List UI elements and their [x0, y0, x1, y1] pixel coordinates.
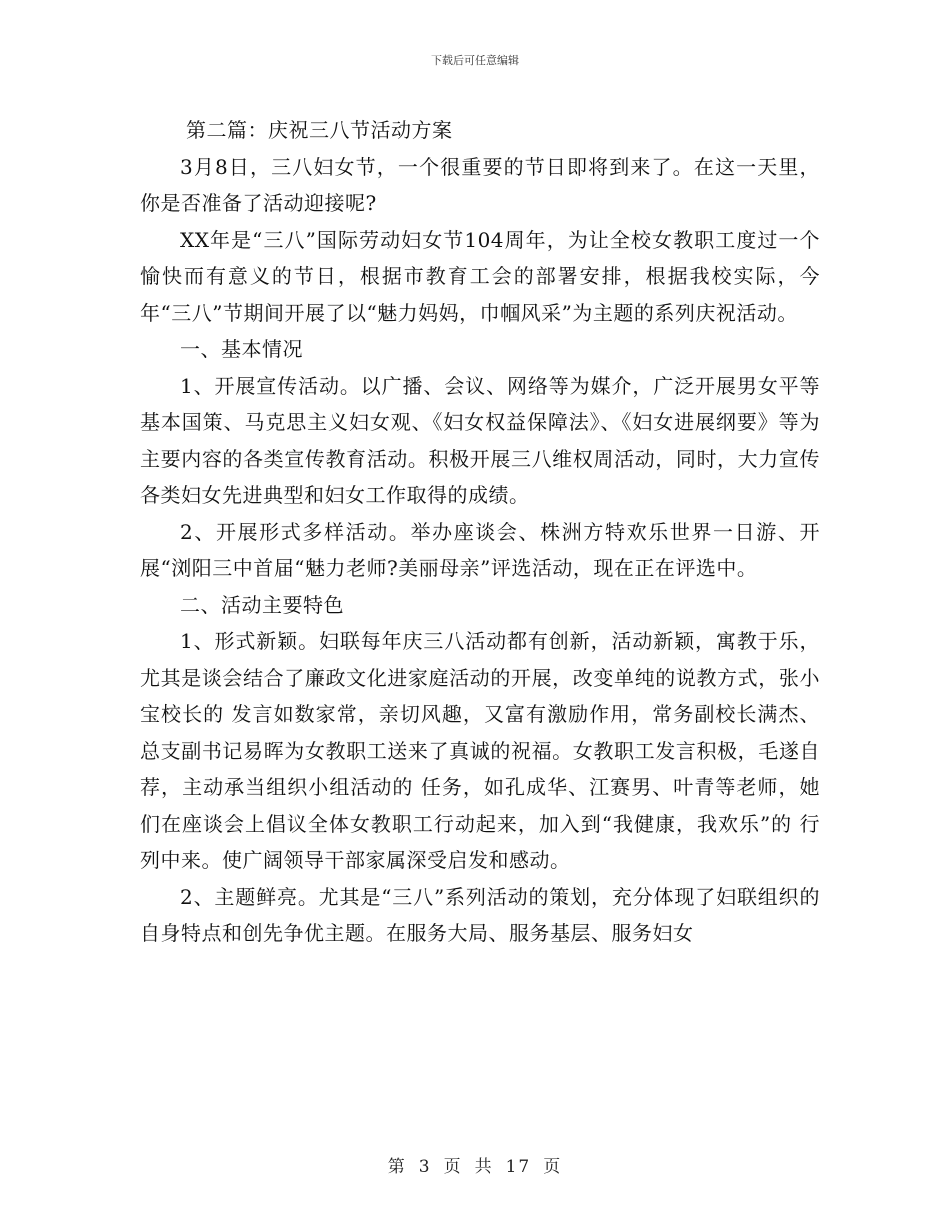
paragraph-novel-form: 1、形式新颖。妇联每年庆三八活动都有创新，活动新颖，寓教于乐，尤其是谈会结合了廉政文化进家庭活动的开展，改变单纯的说教方式，张小宝校长的 发言如数家常，亲切风趣，又富有激励作用，常务副校长满杰、总支副书记易晖为女教职工送来了真诚的祝福。女教职工发言积极，毛遂自荐，主动承当组织小组活动的 任务，如孔成华、江赛男、叶青等老师，她们在座谈会上倡议全体女教职工行动起来，加入到“我健康，我欢乐”的 行列中来。使广阔领导干部家属深受启发和感动。	[140, 629, 820, 872]
footer-label-page: 第	[387, 1157, 407, 1177]
paragraph-activities: 2、开展形式多样活动。举办座谈会、株洲方特欢乐世界一日游、开展“浏阳三中首届“魅力老师?美丽母亲”评选活动，现在正在评选中。	[140, 519, 820, 580]
document-body	[140, 112, 820, 952]
footer-total-pages: 17	[505, 1157, 532, 1177]
section-heading-features: 二、活动主要特色	[180, 592, 344, 617]
paragraph-publicity: 1、开展宣传活动。以广播、会议、网络等为媒介，广泛开展男女平等基本国策、马克思主义妇女观、《妇女权益保障法》、《妇女进展纲要》等为主要内容的各类宣传教育活动。积极开展三八维权周活动，同时，大力宣传各类妇女先进典型和妇女工作取得的成绩。	[140, 373, 820, 507]
page-header-note: 下载后可任意编辑	[431, 54, 519, 67]
footer-current-page: 3	[418, 1157, 432, 1177]
paragraph-background: XX年是“三八”国际劳动妇女节104周年，为让全校女教职工度过一个愉快而有意义的节日，根据市教育工会的部署安排，根据我校实际，今年“三八”节期间开展了以“魅力妈妈，巾帼风采”为主题的系列庆祝活动。	[140, 227, 820, 325]
footer-label-unit: 页	[443, 1157, 463, 1177]
paragraph-bright-theme: 2、主题鲜亮。尤其是“三八”系列活动的策划，充分体现了妇联组织的自身特点和创先争优主题。在服务大局、服务基层、服务妇女	[140, 884, 820, 945]
section-heading-basic: 一、基本情况	[180, 337, 303, 361]
page-footer	[0, 1152, 950, 1177]
footer-label-total: 共	[474, 1157, 494, 1177]
footer-label-unit2: 页	[543, 1157, 563, 1177]
paragraph-intro: 3月8日，三八妇女节，一个很重要的节日即将到来了。在这一天里，你是否准备了活动迎接呢?	[140, 154, 820, 215]
document-title: 第二篇：庆祝三八节活动方案	[186, 118, 453, 142]
